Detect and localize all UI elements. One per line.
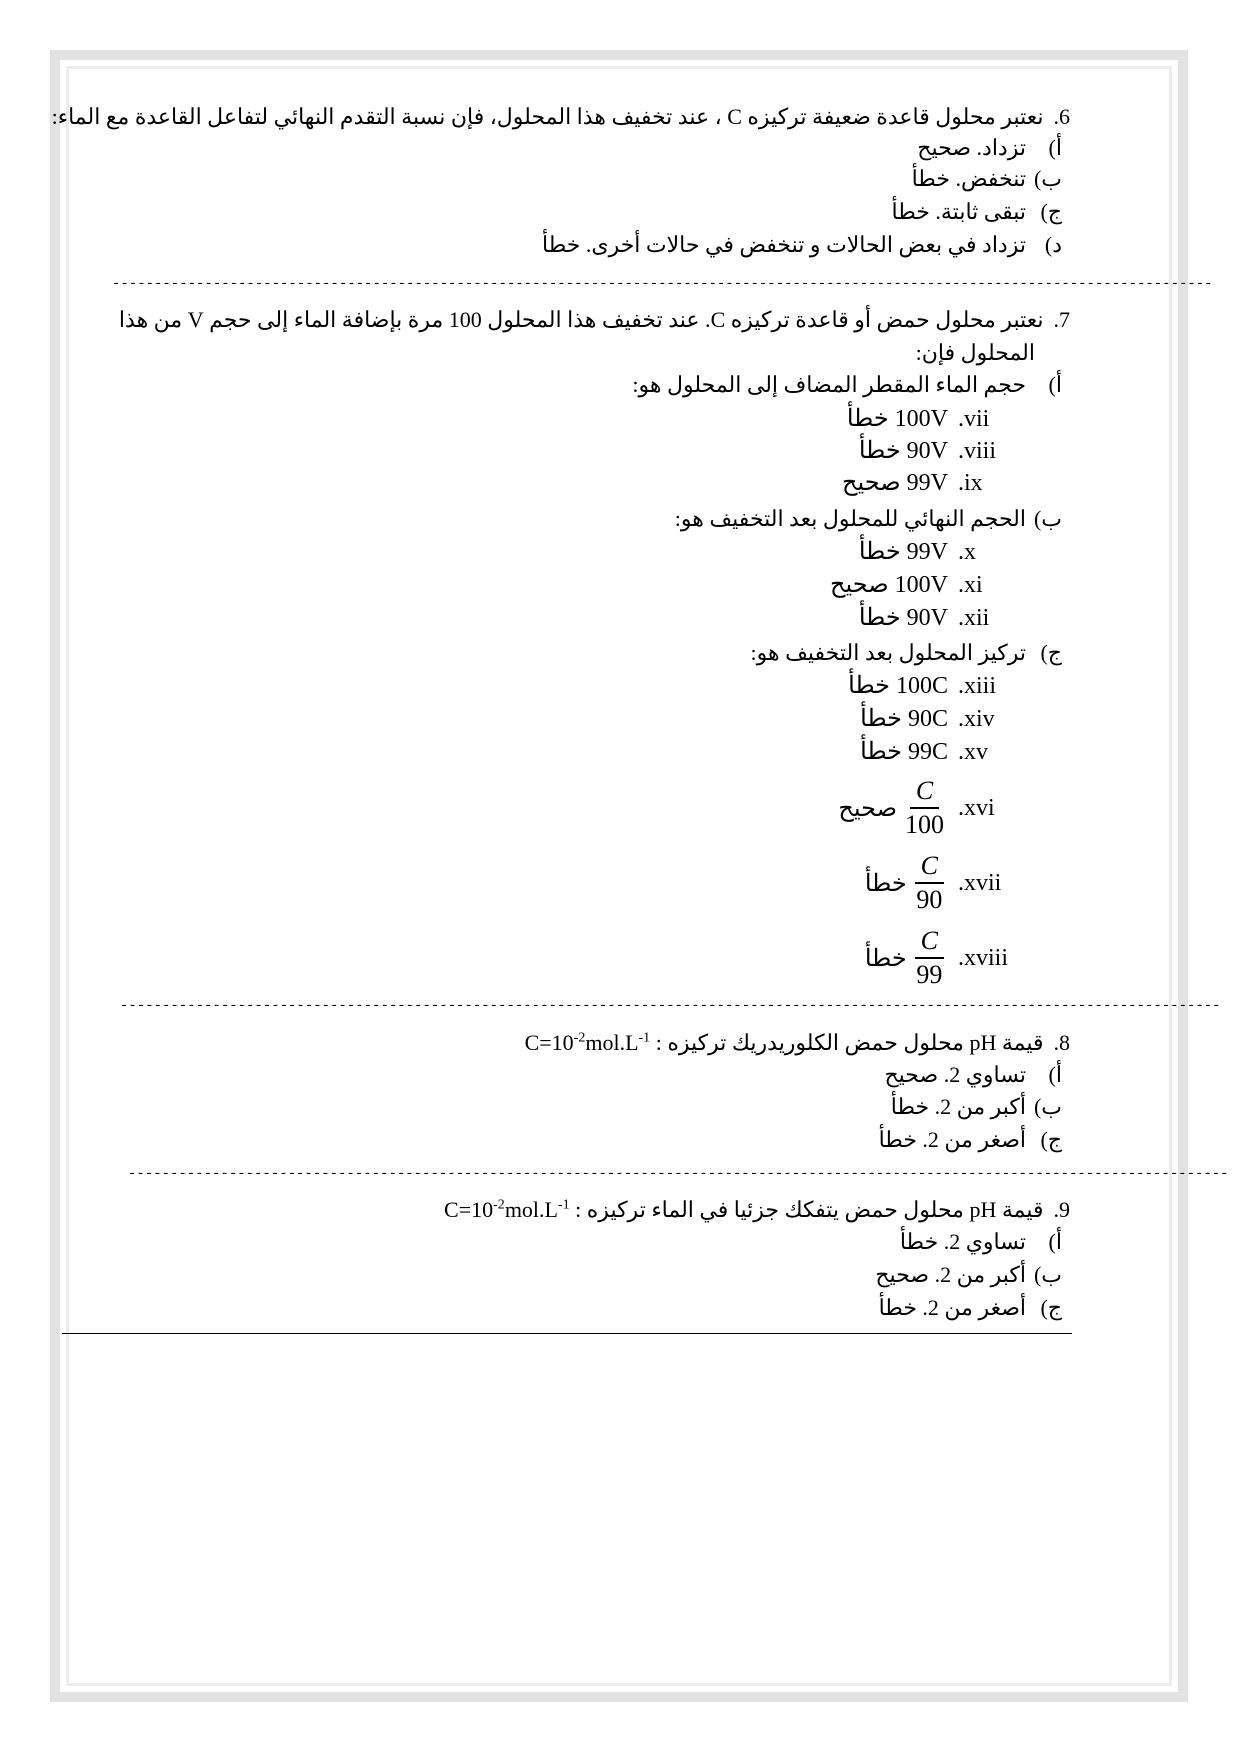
option-c: ج)تبقى ثابتة. خطأ (891, 199, 1062, 224)
option-c: ج)أصغر من 2. خطأ (878, 1127, 1062, 1152)
question-text: قيمة pH محلول حمض الكلوريدريك تركيزه (667, 1030, 1044, 1055)
part-c: ج)تركيز المحلول بعد التخفيف هو: (750, 640, 1062, 665)
option-a: أ)تساوي 2. خطأ (899, 1229, 1062, 1254)
sub-item-xiv: 90C خطأ .xiv (860, 706, 995, 732)
sub-item-vii: 100V خطأ .vii (846, 406, 990, 432)
option-d: د)تزداد في بعض الحالات و تنخفض في حالات أخرى. خطأ (542, 232, 1062, 257)
question-7 (119, 307, 1070, 333)
question-text: نعتبر محلول حمض أو قاعدة تركيزه C. عند تخفيف هذا المحلول 100 مرة بإضافة الماء إلى حجم V من هذا (118, 307, 1044, 332)
question-number: .8 (1053, 1030, 1070, 1055)
end-rule (62, 1333, 1072, 1334)
sub-item-x: 99V خطأ .x (858, 539, 976, 565)
separator-line: ----------------------------------------------------------------------------------------------------------------------------------- (112, 276, 1213, 292)
question-text: نعتبر محلول قاعدة ضعيفة تركيزه C ، عند تخفيف هذا المحلول، فإن نسبة التقدم النهائي لتفاعل القاعدة مع الماء: (51, 104, 1044, 129)
question-number: .6 (1053, 104, 1070, 129)
sub-item-xvi: صحيح $\frac{C}{100}$ .xvi (838, 776, 995, 839)
question-text: قيمة pH محلول حمض يتفكك جزئيا في الماء تركيزه (586, 1197, 1044, 1222)
question-7-line2: المحلول فإن: (915, 340, 1035, 365)
question-number: .7 (1053, 307, 1070, 332)
concentration: $C=10^{-2}mol.L^{-1}$ : (444, 1197, 582, 1222)
option-c: ج)أصغر من 2. خطأ (878, 1295, 1062, 1320)
sub-item-xvii: خطأ $\frac{C}{90}$ .xvii (864, 851, 1002, 914)
option-b: ب)أكبر من 2. صحيح (875, 1262, 1062, 1287)
separator-line: ----------------------------------------------------------------------------------------------------------------------------------- (120, 998, 1221, 1014)
sub-item-xi: 100V صحيح .xi (830, 572, 983, 598)
separator-line: ----------------------------------------------------------------------------------------------------------------------------------- (128, 1166, 1229, 1182)
part-b: ب)الحجم النهائي للمحلول بعد التخفيف هو: (674, 506, 1062, 531)
option-b: ب)تنخفض. خطأ (911, 166, 1062, 191)
part-a: أ)حجم الماء المقطر المضاف إلى المحلول هو: (632, 372, 1062, 397)
fraction: $\frac{C}{100}$ (905, 776, 944, 839)
sub-item-xviii: خطأ $\frac{C}{99}$ .xviii (864, 926, 1009, 989)
fraction: $\frac{C}{99}$ (916, 926, 943, 989)
option-b: ب)أكبر من 2. خطأ (890, 1094, 1062, 1119)
fraction: $\frac{C}{90}$ (916, 851, 943, 914)
concentration: $C=10^{-2}mol.L^{-1}$ : (524, 1030, 662, 1055)
sub-item-xii: 90V خطأ .xii (858, 605, 990, 631)
sub-item-xiii: 100C خطأ .xiii (848, 673, 997, 699)
question-8 (525, 1030, 1070, 1056)
sub-item-ix: 99V صحيح .ix (842, 470, 983, 496)
option-a: أ)تساوي 2. صحيح (884, 1062, 1062, 1087)
question-6 (52, 104, 1070, 130)
question-number: .9 (1053, 1197, 1070, 1222)
question-9 (444, 1197, 1070, 1223)
sub-item-viii: 90V خطأ .viii (858, 438, 997, 464)
sub-item-xv: 99C خطأ .xv (860, 739, 988, 765)
option-a: أ)تزداد. صحيح (917, 135, 1062, 160)
